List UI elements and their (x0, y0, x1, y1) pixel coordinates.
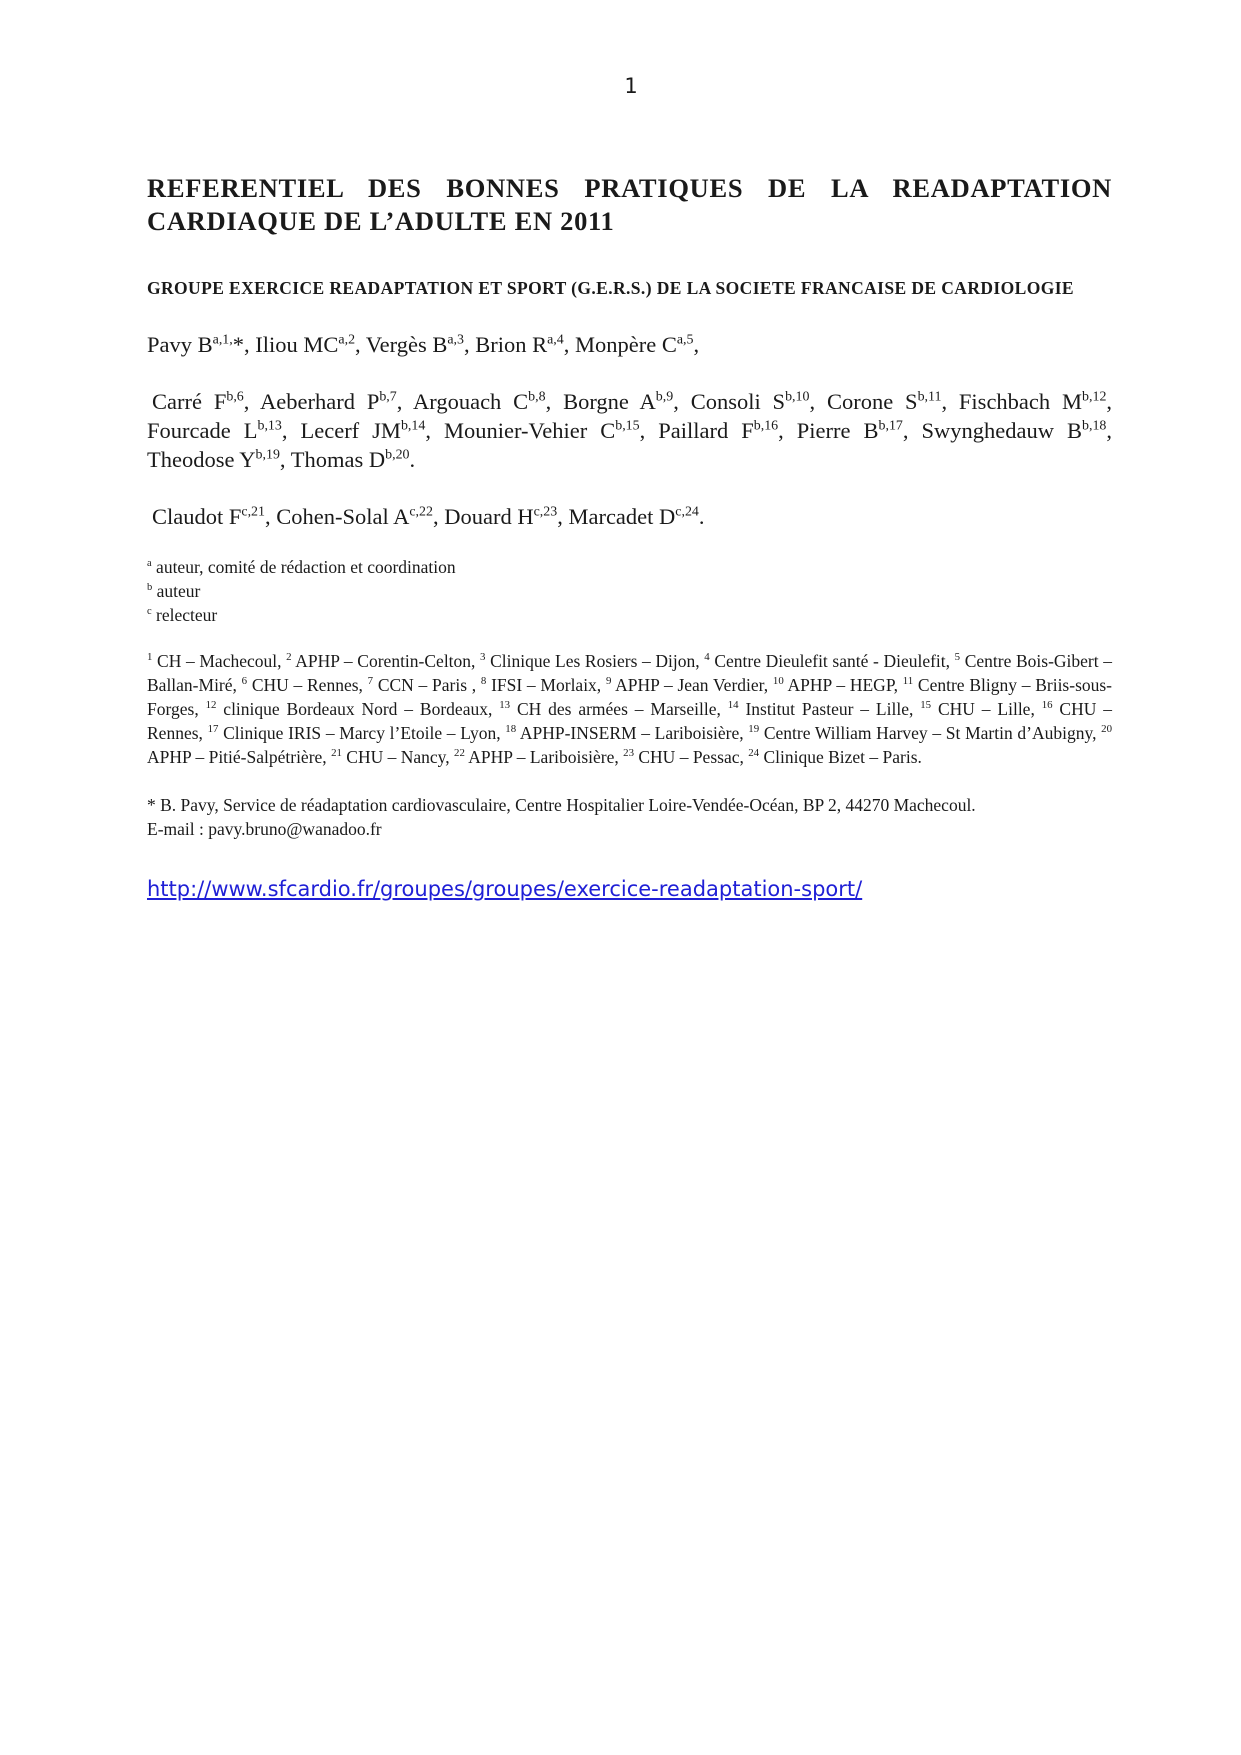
affiliation-number: 24 (748, 747, 760, 760)
affiliation-text: Centre Bois-Gibert – Ballan-Miré, (147, 651, 1113, 695)
author-name: Pierre B (796, 418, 879, 443)
author-list-authors (147, 387, 1112, 474)
author-affiliation-marker: b,15 (615, 418, 640, 434)
author-name: Pavy B (147, 332, 213, 357)
affiliation-number: 12 (205, 699, 217, 712)
author-separator: , (673, 389, 691, 414)
email-line: E-mail : pavy.bruno@wanadoo.fr (147, 819, 382, 839)
affiliation-number: 9 (605, 675, 612, 688)
affiliation-number: 2 (286, 651, 292, 664)
author-separator: , (693, 332, 700, 357)
affiliation-number: 4 (704, 651, 710, 664)
author-separator: , (1106, 418, 1113, 443)
author-name: Cohen-Solal A (276, 504, 410, 529)
author-separator: *, (232, 332, 256, 357)
affiliation-text: Centre William Harvey – St Martin d’Aubigny, (759, 723, 1102, 743)
author-separator: , (545, 389, 564, 414)
author-separator: , (941, 389, 959, 414)
role-note (147, 603, 1112, 627)
role-notes (147, 555, 1112, 627)
affiliation-text: APHP – Lariboisière, (464, 747, 624, 767)
author-name: Vergès B (365, 332, 448, 357)
page-number: 1 (624, 74, 638, 98)
author-separator: , (425, 418, 444, 443)
author-separator: , (243, 389, 261, 414)
author-separator: , (557, 504, 569, 529)
affiliation-text: APHP-INSERM – Lariboisière, (516, 723, 749, 743)
affiliation-number: 6 (241, 675, 248, 688)
author-affiliation-marker: b,8 (528, 389, 546, 405)
author-separator: . (409, 447, 416, 472)
author-affiliation-marker: c,21 (241, 504, 265, 520)
author-affiliation-marker: b,11 (917, 389, 942, 405)
affiliation-number: 23 (623, 747, 634, 760)
affiliation-text: Clinique IRIS – Marcy l’Etoile – Lyon, (218, 723, 506, 743)
author-separator: , (902, 418, 922, 443)
author-separator: , (355, 332, 366, 357)
author-affiliation-marker: a,3 (447, 332, 464, 348)
author-name: Aeberhard P (260, 389, 380, 414)
affiliation-number: 19 (748, 723, 760, 736)
author-affiliation-marker: b,14 (400, 418, 426, 434)
affiliation-text: CHU – Rennes, (247, 675, 368, 695)
affiliation-number: 10 (772, 675, 784, 688)
role-note-text: auteur (152, 581, 201, 601)
role-note-marker: b (147, 582, 153, 594)
author-name: Mounier-Vehier C (443, 418, 616, 443)
affiliation-number: 7 (367, 675, 374, 688)
affiliation-number: 5 (954, 651, 961, 664)
role-note (147, 555, 1112, 579)
affiliations (147, 649, 1112, 769)
corresponding-author: * B. Pavy, Service de réadaptation cardiovasculaire, Centre Hospitalier Loire-Vendée-Océan, BP 2, 44270 Machecoul. (147, 795, 976, 815)
affiliation-text: Clinique Bizet – Paris. (759, 747, 922, 767)
role-note (147, 579, 1112, 603)
affiliation-text: APHP – HEGP, (783, 675, 903, 695)
role-note-marker: c (147, 606, 152, 618)
author-name: Theodose Y (147, 447, 256, 472)
author-name: Fischbach M (958, 389, 1083, 414)
affiliation-text: Centre Bligny – Briis-sous-Forges, (147, 675, 1113, 719)
group-website-link[interactable]: http://www.sfcardio.fr/groupes/groupes/exercice-readaptation-sport/ (147, 877, 863, 901)
affiliation-number: 3 (480, 651, 486, 664)
author-name: Paillard F (658, 418, 754, 443)
affiliation-text: IFSI – Morlaix, (486, 675, 606, 695)
author-list-coordination (147, 330, 1112, 359)
author-separator: , (463, 332, 476, 357)
document-subtitle: GROUPE EXERCICE READAPTATION ET SPORT (G.E.R.S.) DE LA SOCIETE FRANCAISE DE CARDIOLOGIE (147, 278, 1075, 298)
affiliation-number: 22 (454, 747, 465, 760)
author-name: Carré F (152, 389, 227, 414)
author-name: Monpère C (575, 332, 677, 357)
author-affiliation-marker: b,16 (753, 418, 779, 434)
author-name: Argouach C (413, 389, 529, 414)
role-note-marker: a (147, 558, 152, 570)
affiliation-text: CCN – Paris , (373, 675, 481, 695)
author-affiliation-marker: b,6 (226, 389, 244, 405)
affiliation-number: 11 (902, 675, 914, 688)
document-body (147, 172, 1112, 901)
author-separator: , (563, 332, 576, 357)
author-name: Brion R (475, 332, 548, 357)
author-affiliation-marker: c,22 (409, 504, 433, 520)
affiliation-text: CH – Machecoul, (152, 651, 287, 671)
affiliation-number: 8 (480, 675, 487, 688)
author-affiliation-marker: b,12 (1082, 389, 1107, 405)
author-affiliation-marker: b,17 (878, 418, 903, 434)
author-affiliation-marker: a,1, (212, 332, 233, 348)
affiliation-text: APHP – Jean Verdier, (611, 675, 773, 695)
affiliation-text: APHP – Pitié-Salpétrière, (147, 747, 332, 767)
affiliation-text: clinique Bordeaux Nord – Bordeaux, (216, 699, 500, 719)
author-affiliation-marker: c,23 (533, 504, 558, 520)
author-name: Thomas D (290, 447, 386, 472)
author-name: Swynghedauw B (921, 418, 1082, 443)
author-name: Claudot F (152, 504, 242, 529)
role-note-text: relecteur (151, 605, 218, 625)
author-separator: , (809, 389, 827, 414)
author-affiliation-marker: b,19 (255, 447, 280, 463)
author-separator: , (281, 418, 301, 443)
author-name: Borgne A (563, 389, 656, 414)
affiliation-number: 20 (1101, 723, 1113, 736)
author-separator: , (639, 418, 659, 443)
author-name: Iliou MC (255, 332, 339, 357)
author-separator: , (432, 504, 445, 529)
affiliation-text: Centre Dieulefit santé - Dieulefit, (709, 651, 955, 671)
author-affiliation-marker: b,10 (785, 389, 810, 405)
author-separator: , (396, 389, 413, 414)
affiliation-number: 16 (1041, 699, 1053, 712)
affiliation-text: CHU – Nancy, (341, 747, 455, 767)
author-name: Lecerf JM (300, 418, 401, 443)
affiliation-text: CHU – Pessac, (634, 747, 749, 767)
author-affiliation-marker: b,20 (385, 447, 410, 463)
affiliation-number: 14 (727, 699, 739, 712)
affiliation-text: CHU – Rennes, (147, 699, 1112, 743)
author-name: Douard H (444, 504, 534, 529)
author-affiliation-marker: a,2 (338, 332, 356, 348)
author-affiliation-marker: b,18 (1082, 418, 1107, 434)
author-name: Marcadet D (568, 504, 676, 529)
affiliation-number: 17 (207, 723, 219, 736)
author-affiliation-marker: b,9 (655, 389, 674, 405)
affiliation-number: 21 (331, 747, 342, 760)
author-name: Fourcade L (147, 418, 258, 443)
author-affiliation-marker: b,7 (379, 389, 397, 405)
author-list-reviewers (147, 502, 1112, 531)
author-separator: . (698, 504, 705, 529)
author-separator: , (778, 418, 797, 443)
author-separator: , (1106, 389, 1113, 414)
affiliation-text: CHU – Lille, (931, 699, 1042, 719)
affiliation-number: 18 (505, 723, 517, 736)
author-separator: , (279, 447, 291, 472)
author-affiliation-marker: a,4 (547, 332, 564, 348)
document-title: REFERENTIEL DES BONNES PRATIQUES DE LA READAPTATION CARDIAQUE DE L’ADULTE EN 2011 (147, 173, 1112, 236)
affiliation-number: 13 (499, 699, 511, 712)
author-affiliation-marker: c,24 (675, 504, 699, 520)
affiliation-text: Institut Pasteur – Lille, (738, 699, 921, 719)
author-separator: , (265, 504, 277, 529)
affiliation-text: APHP – Corentin-Celton, (291, 651, 481, 671)
affiliation-text: Clinique Les Rosiers – Dijon, (485, 651, 705, 671)
author-affiliation-marker: b,13 (257, 418, 282, 434)
affiliation-number: 1 (147, 651, 153, 664)
author-affiliation-marker: a,5 (676, 332, 694, 348)
author-name: Corone S (826, 389, 918, 414)
role-note-text: auteur, comité de rédaction et coordination (151, 557, 456, 577)
author-name: Consoli S (690, 389, 786, 414)
affiliation-number: 15 (920, 699, 932, 712)
affiliation-text: CH des armées – Marseille, (510, 699, 728, 719)
